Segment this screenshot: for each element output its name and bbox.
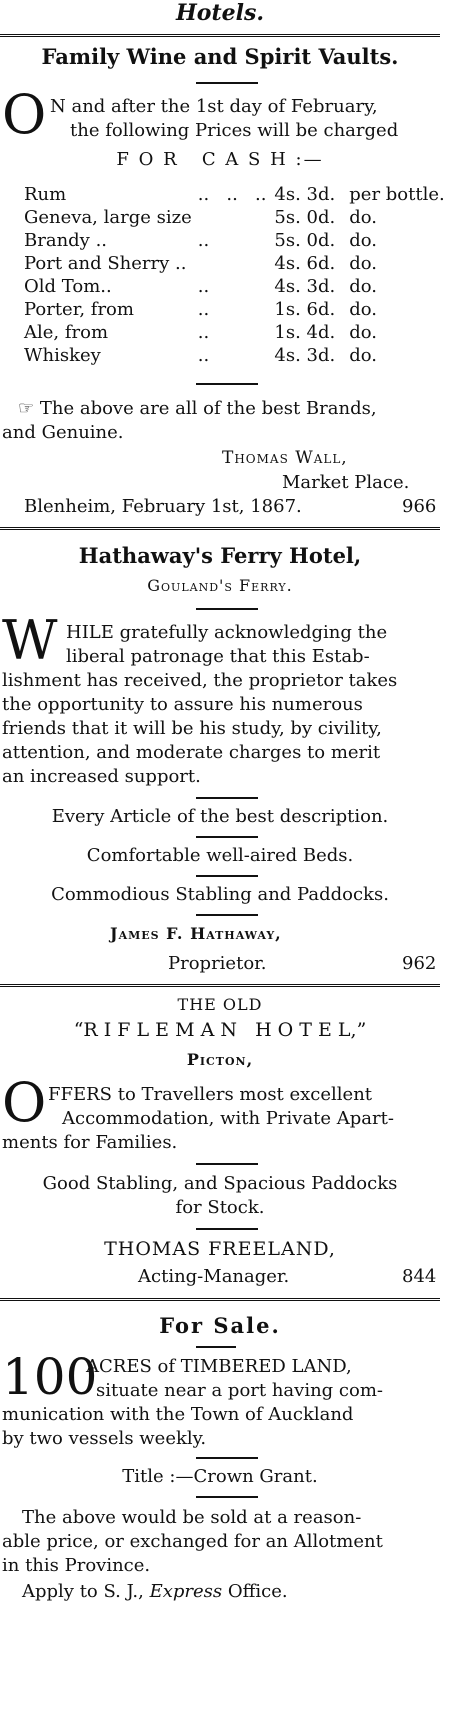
price-dots: .. xyxy=(197,276,210,297)
price-item: Old Tom.. xyxy=(24,276,112,297)
divider xyxy=(0,1298,440,1304)
divider xyxy=(0,984,440,990)
ad2-feature: Comfortable well-aired Beds. xyxy=(86,845,354,866)
price-price: 4s. 3d. xyxy=(274,345,336,366)
divider xyxy=(196,797,258,799)
divider xyxy=(196,608,258,610)
ad2-body-line: attention, and moderate charges to merit xyxy=(2,742,381,763)
price-dots xyxy=(198,206,275,229)
divider xyxy=(196,1457,258,1459)
price-price: 1s. 4d. xyxy=(274,322,336,343)
price-dots: .. xyxy=(197,322,210,343)
ad1-place: Market Place. xyxy=(282,472,410,493)
ad3-pre-title: THE OLD xyxy=(177,995,263,1014)
ad4-body-line: able price, or exchanged for an Allotment xyxy=(2,1531,383,1552)
ad1-note: ☞ The above are all of the best Brands, xyxy=(18,398,377,419)
ad2-subtitle: Gouland's Ferry. xyxy=(147,576,293,595)
ad4-body-line: situate near a port having com- xyxy=(96,1380,383,1401)
ad4-apply xyxy=(22,1581,288,1602)
price-dots: .. xyxy=(197,345,210,366)
price-dots: .. xyxy=(197,230,210,251)
price-unit: do. xyxy=(349,345,378,366)
price-item: Port and Sherry .. xyxy=(24,253,187,274)
ad3-body-line: FFERS to Travellers most excellent xyxy=(48,1084,373,1105)
price-row xyxy=(24,321,459,344)
ad2-dropcap: W xyxy=(2,609,58,672)
price-item: Porter, from xyxy=(24,299,134,320)
price-unit: do. xyxy=(349,322,378,343)
divider xyxy=(196,1228,258,1230)
divider xyxy=(0,34,440,40)
price-unit: per bottle. xyxy=(349,184,445,205)
price-dots: .. xyxy=(197,299,210,320)
ad1-intro-line: N and after the 1st day of February, xyxy=(50,96,378,117)
ad4-title: For Sale. xyxy=(159,1313,281,1338)
price-price: 4s. 6d. xyxy=(274,253,336,274)
price-dots xyxy=(198,252,275,275)
ad2-body-line: liberal patronage that this Estab- xyxy=(66,646,370,667)
ad4-body-line: The above would be sold at a reason- xyxy=(22,1507,362,1528)
ad4-body-line: munication with the Town of Auckland xyxy=(2,1404,354,1425)
price-unit: do. xyxy=(349,230,378,251)
ad3-body-line: Accommodation, with Private Apart- xyxy=(62,1108,394,1129)
divider xyxy=(196,1496,258,1498)
ad1-intro-line: the following Prices will be charged xyxy=(70,120,399,141)
price-row xyxy=(24,206,459,229)
ad3-signer: THOMAS FREELAND, xyxy=(104,1238,336,1260)
price-item: Whiskey xyxy=(24,345,101,366)
price-unit: do. xyxy=(349,253,378,274)
ad3-feature: for Stock. xyxy=(175,1197,265,1218)
ad1-price-list xyxy=(24,183,459,367)
divider xyxy=(196,836,258,838)
section-heading: Hotels. xyxy=(175,0,265,26)
ad4-apply-paper: Express xyxy=(149,1581,223,1602)
price-item: Brandy .. xyxy=(24,230,108,251)
price-price: 1s. 6d. xyxy=(274,299,336,320)
ad3-feature: Good Stabling, and Spacious Paddocks xyxy=(42,1173,398,1194)
price-unit: do. xyxy=(349,207,378,228)
ad1-signer: Thomas Wall, xyxy=(222,448,348,468)
ad2-number: 962 xyxy=(402,953,437,974)
ad1-title: Family Wine and Spirit Vaults. xyxy=(41,44,399,69)
ad2-body-line: lishment has received, the proprietor takes xyxy=(2,670,398,691)
price-item: Ale, from xyxy=(24,322,109,343)
ad2-role: Proprietor. xyxy=(168,953,267,974)
ad3-number: 844 xyxy=(402,1266,437,1287)
price-price: 5s. 0d. xyxy=(274,230,336,251)
ad2-signer: James F. Hathaway, xyxy=(110,924,282,943)
divider xyxy=(196,1346,236,1348)
ad4-body-line: in this Province. xyxy=(2,1555,151,1576)
ad4-apply-text: Office. xyxy=(222,1581,288,1602)
divider xyxy=(196,875,258,877)
price-unit: do. xyxy=(349,276,378,297)
ad2-feature: Commodious Stabling and Paddocks. xyxy=(51,884,389,905)
ad3-dropcap: O xyxy=(2,1071,47,1134)
price-price: 5s. 0d. xyxy=(274,207,336,228)
ad2-body-line: the opportunity to assure his numerous xyxy=(2,694,363,715)
price-row xyxy=(24,344,459,367)
price-dots: .. .. .. xyxy=(197,184,267,205)
price-item: Rum xyxy=(24,184,67,205)
divider xyxy=(196,1163,258,1165)
ad2-body-line: an increased support. xyxy=(2,766,201,787)
ad3-role: Acting-Manager. xyxy=(138,1266,290,1287)
ad1-note: and Genuine. xyxy=(2,422,124,443)
price-unit: do. xyxy=(349,299,378,320)
divider xyxy=(196,914,258,916)
divider xyxy=(196,82,258,84)
ad2-body-line: friends that it will be his study, by civility, xyxy=(2,718,382,739)
price-price: 4s. 3d. xyxy=(274,184,336,205)
ad4-dropcap: 100 xyxy=(2,1348,98,1406)
ad4-body-line: by two vessels weekly. xyxy=(2,1428,207,1449)
ad3-title: “R I F L E M A N H O T E L,” xyxy=(73,1019,367,1041)
ad3-place: Picton, xyxy=(186,1050,254,1069)
price-item: Geneva, large size xyxy=(24,207,192,228)
price-price: 4s. 3d. xyxy=(274,276,336,297)
ad1-cash-heading: F O R C A S H :— xyxy=(116,149,324,170)
ad1-number: 966 xyxy=(402,496,437,517)
divider xyxy=(0,527,440,533)
ad4-body-line: ACRES of TIMBERED LAND, xyxy=(86,1356,352,1377)
divider xyxy=(196,383,258,385)
ad2-feature: Every Article of the best description. xyxy=(51,806,389,827)
price-row xyxy=(24,229,459,252)
ad2-body-line: HILE gratefully acknowledging the xyxy=(66,622,388,643)
price-row xyxy=(24,298,459,321)
price-row xyxy=(24,252,459,275)
price-row xyxy=(24,275,459,298)
ad2-title: Hathaway's Ferry Hotel, xyxy=(78,543,362,568)
ad1-dropcap: O xyxy=(2,83,47,146)
ad4-apply-text: Apply to S. J., xyxy=(22,1581,150,1602)
ad3-body-line: ments for Families. xyxy=(2,1132,178,1153)
price-row xyxy=(24,183,459,206)
ad4-title-line: Title :—Crown Grant. xyxy=(122,1466,318,1487)
ad1-date: Blenheim, February 1st, 1867. xyxy=(24,496,302,517)
